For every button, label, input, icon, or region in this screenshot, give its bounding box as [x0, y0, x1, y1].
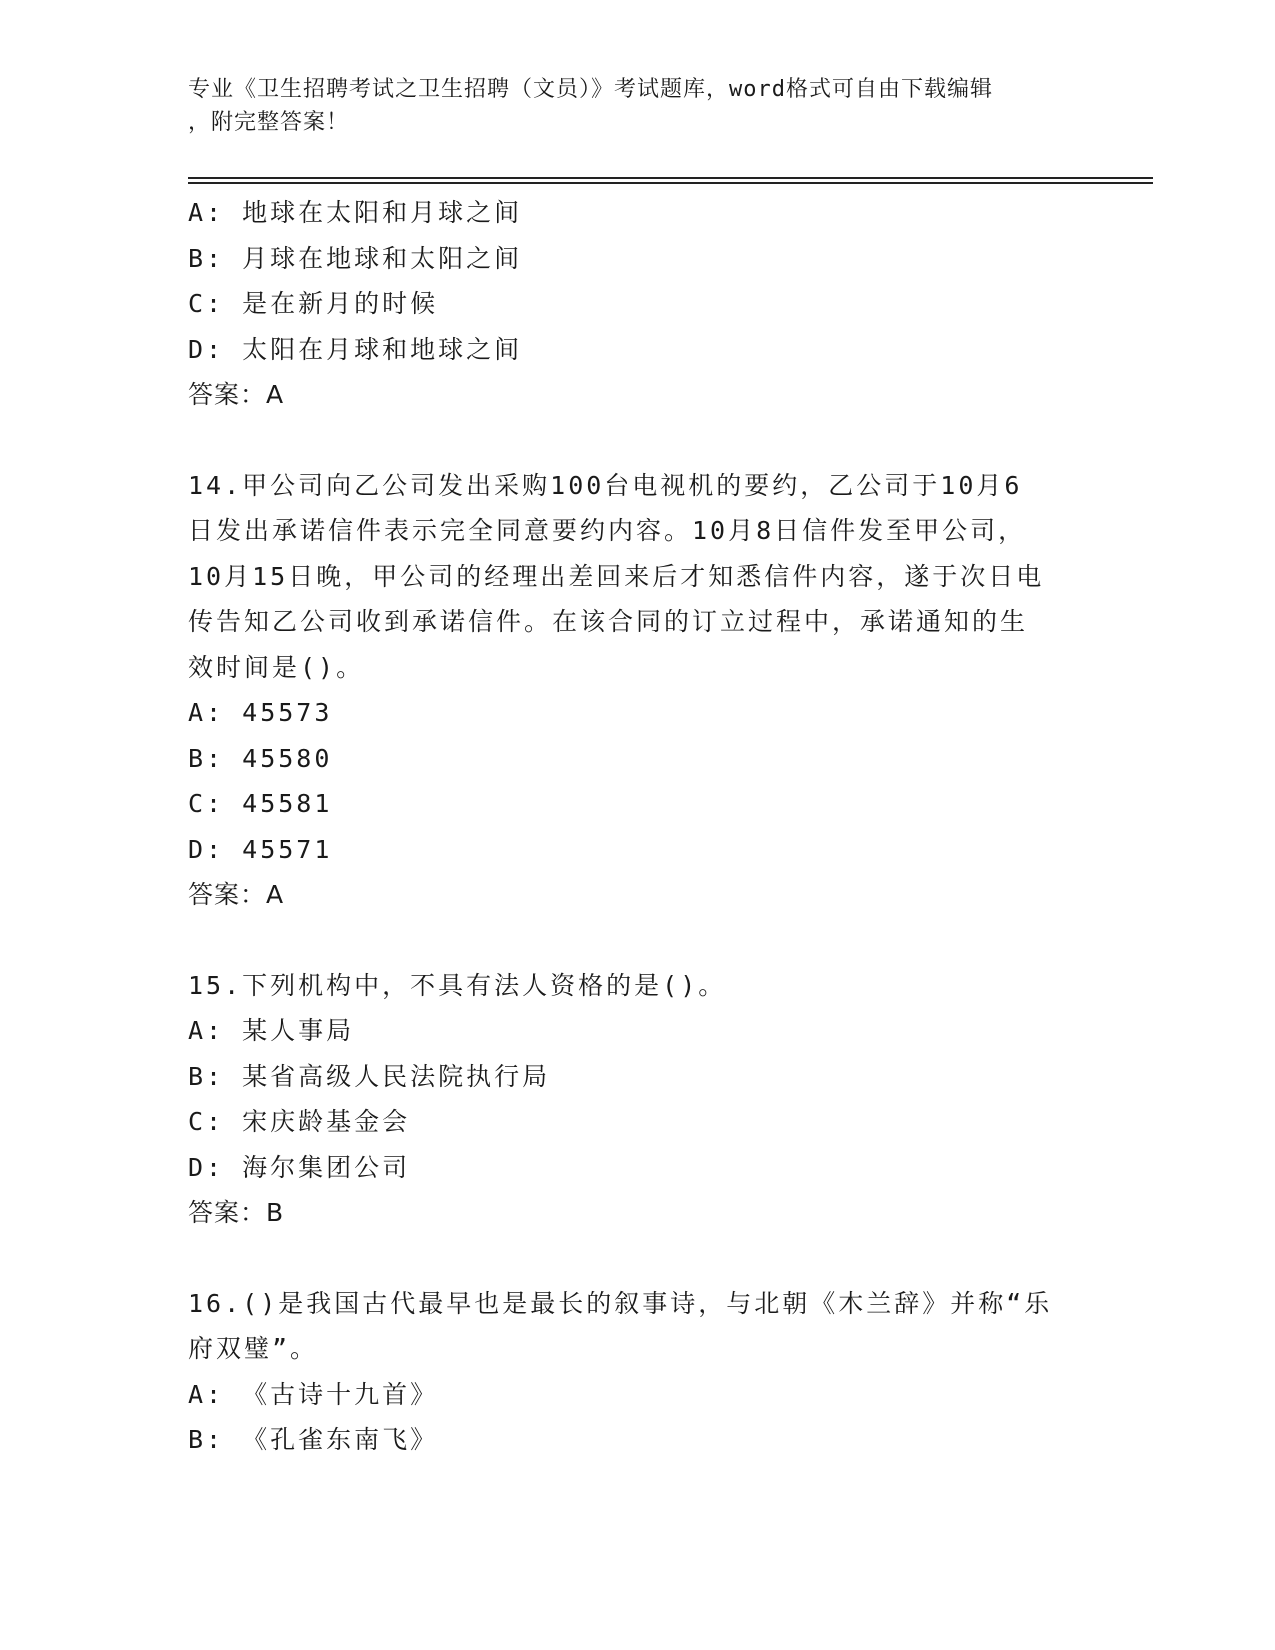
- question-16: [188, 1281, 1088, 1463]
- question-15: [188, 963, 1088, 1236]
- question-list: [188, 190, 1088, 1463]
- question-text-line: 16.()是我国古代最早也是最长的叙事诗，与北朝《木兰辞》并称“乐: [188, 1288, 1053, 1318]
- answer: 答案：A: [188, 380, 285, 409]
- question-14: [188, 463, 1088, 918]
- answer: 答案：A: [188, 880, 285, 909]
- option-a: A: 45573: [188, 698, 333, 727]
- option-c: C: 45581: [188, 789, 333, 818]
- option-c: C: 是在新月的时候: [188, 289, 439, 318]
- question-text: [188, 463, 1068, 691]
- question-13: [188, 190, 1088, 418]
- header-divider-top: [188, 177, 1153, 179]
- question-text: [188, 1281, 1068, 1372]
- option-d: D: 太阳在月球和地球之间: [188, 334, 523, 364]
- answer: 答案：B: [188, 1198, 285, 1227]
- header-line-1: 专业《卫生招聘考试之卫生招聘（文员）》考试题库，word格式可自由下载编辑: [188, 77, 993, 102]
- option-d: D: 海尔集团公司: [188, 1152, 411, 1182]
- option-b: B: 某省高级人民法院执行局: [188, 1061, 551, 1091]
- header-divider-bottom: [188, 182, 1153, 184]
- option-b: B: 月球在地球和太阳之间: [188, 243, 523, 273]
- question-text-line: 日发出承诺信件表示完全同意要约内容。10月8日信件发至甲公司，: [188, 516, 1027, 545]
- question-text-line: 10月15日晚，甲公司的经理出差回来后才知悉信件内容，遂于次日电: [188, 561, 1045, 591]
- question-text-line: 15.下列机构中，不具有法人资格的是()。: [188, 970, 727, 1000]
- question-text-line: 传告知乙公司收到承诺信件。在该合同的订立过程中，承诺通知的生: [188, 607, 1029, 636]
- spacer: [188, 918, 1088, 963]
- question-text: [188, 963, 1068, 1009]
- question-text-line: 府双璧”。: [188, 1334, 319, 1363]
- option-b: B: 《孔雀东南飞》: [188, 1425, 439, 1454]
- document-header: [188, 73, 1068, 139]
- header-line-2: ，附完整答案！: [188, 110, 350, 135]
- option-a: A: 某人事局: [188, 1016, 355, 1045]
- spacer: [188, 418, 1088, 463]
- spacer: [188, 1236, 1088, 1281]
- question-text-line: 14.甲公司向乙公司发出采购100台电视机的要约，乙公司于10月6: [188, 470, 1023, 500]
- option-d: D: 45571: [188, 834, 333, 864]
- question-text-line: 效时间是()。: [188, 652, 365, 682]
- option-c: C: 宋庆龄基金会: [188, 1107, 411, 1136]
- option-b: B: 45580: [188, 743, 333, 773]
- option-a: A: 地球在太阳和月球之间: [188, 198, 523, 227]
- option-a: A: 《古诗十九首》: [188, 1379, 439, 1409]
